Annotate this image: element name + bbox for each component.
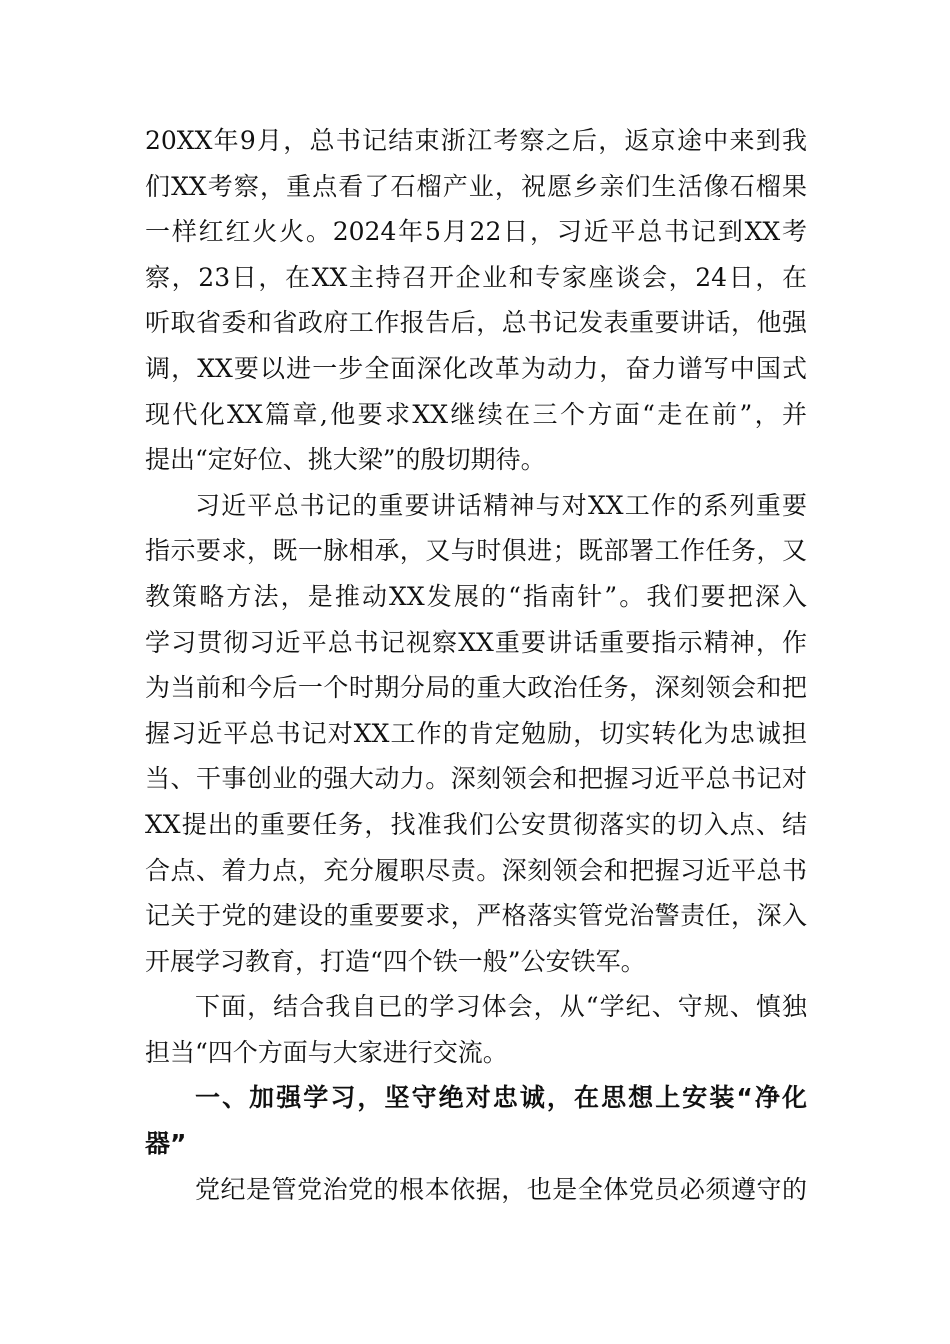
paragraph-2-line-5: 为当前和今后一个时期分局的重大政治任务，深刻领会和把 [145, 673, 807, 703]
paragraph-3-line-2: 担当“四个方面与大家进行交流。 [145, 1037, 508, 1067]
paragraph-2-line-10: 记关于党的建设的重要要求，严格落实管党治警责任，深入 [145, 901, 807, 931]
section-heading-line-2: 器” [145, 1129, 187, 1159]
paragraph-2-line-7: 当、干事创业的强大动力。深刻领会和把握习近平总书记对 [145, 764, 807, 794]
section-heading-line-1: 一、加强学习，坚守绝对忠诚，在思想上安装“净化 [195, 1083, 807, 1113]
paragraph-1-line-1: 20XX年9月，总书记结束浙江考察之后，返京途中来到我 [145, 126, 807, 155]
paragraph-3-line-1: 下面，结合我自已的学习体会，从“学纪、守规、慎独 [195, 992, 807, 1022]
paragraph-2-line-1: 习近平总书记的重要讲话精神与对XX工作的系列重要 [195, 490, 807, 520]
body-text [145, 118, 807, 1212]
paragraph-2-line-11: 开展学习教育，打造“四个铁一般”公安铁军。 [145, 946, 646, 976]
paragraph-1-line-2: 们XX考察，重点看了石榴产业，祝愿乡亲们生活像石榴果 [145, 171, 807, 201]
paragraph-2-line-4: 学习贯彻习近平总书记视察XX重要讲话重要指示精神，作 [145, 627, 807, 657]
paragraph-2-line-9: 合点、着力点，充分履职尽责。深刻领会和把握习近平总书 [145, 855, 807, 885]
paragraph-2-line-3: 教策略方法，是推动XX发展的“指南针”。我们要把深入 [145, 581, 807, 611]
paragraph-1-line-3: 一样红红火火。2024年5月22日，习近平总书记到XX考 [145, 217, 807, 247]
paragraph-1-line-8: 提出“定好位、挑大梁”的殷切期待。 [145, 445, 546, 475]
paragraph-1-line-5: 听取省委和省政府工作报告后，总书记发表重要讲话，他强 [145, 308, 807, 338]
paragraph-2-line-2: 指示要求，既一脉相承，又与时俱进；既部署工作任务，又 [145, 536, 807, 566]
paragraph-5-line-1: 党纪是管党治党的根本依据，也是全体党员必须遵守的 [195, 1174, 807, 1204]
paragraph-2-line-8: XX提出的重要任务，找准我们公安贯彻落实的切入点、结 [145, 809, 807, 839]
paragraph-1-line-6: 调，XX要以进一步全面深化改革为动力，奋力谱写中国式 [145, 353, 807, 383]
paragraph-2-line-6: 握习近平总书记对XX工作的肯定勉励，切实转化为忠诚担 [145, 718, 807, 748]
paragraph-1-line-4: 察，23日，在XX主持召开企业和专家座谈会，24日，在 [145, 262, 807, 292]
paragraph-1-line-7: 现代化XX篇章,他要求XX继续在三个方面“走在前”，并 [145, 399, 807, 429]
